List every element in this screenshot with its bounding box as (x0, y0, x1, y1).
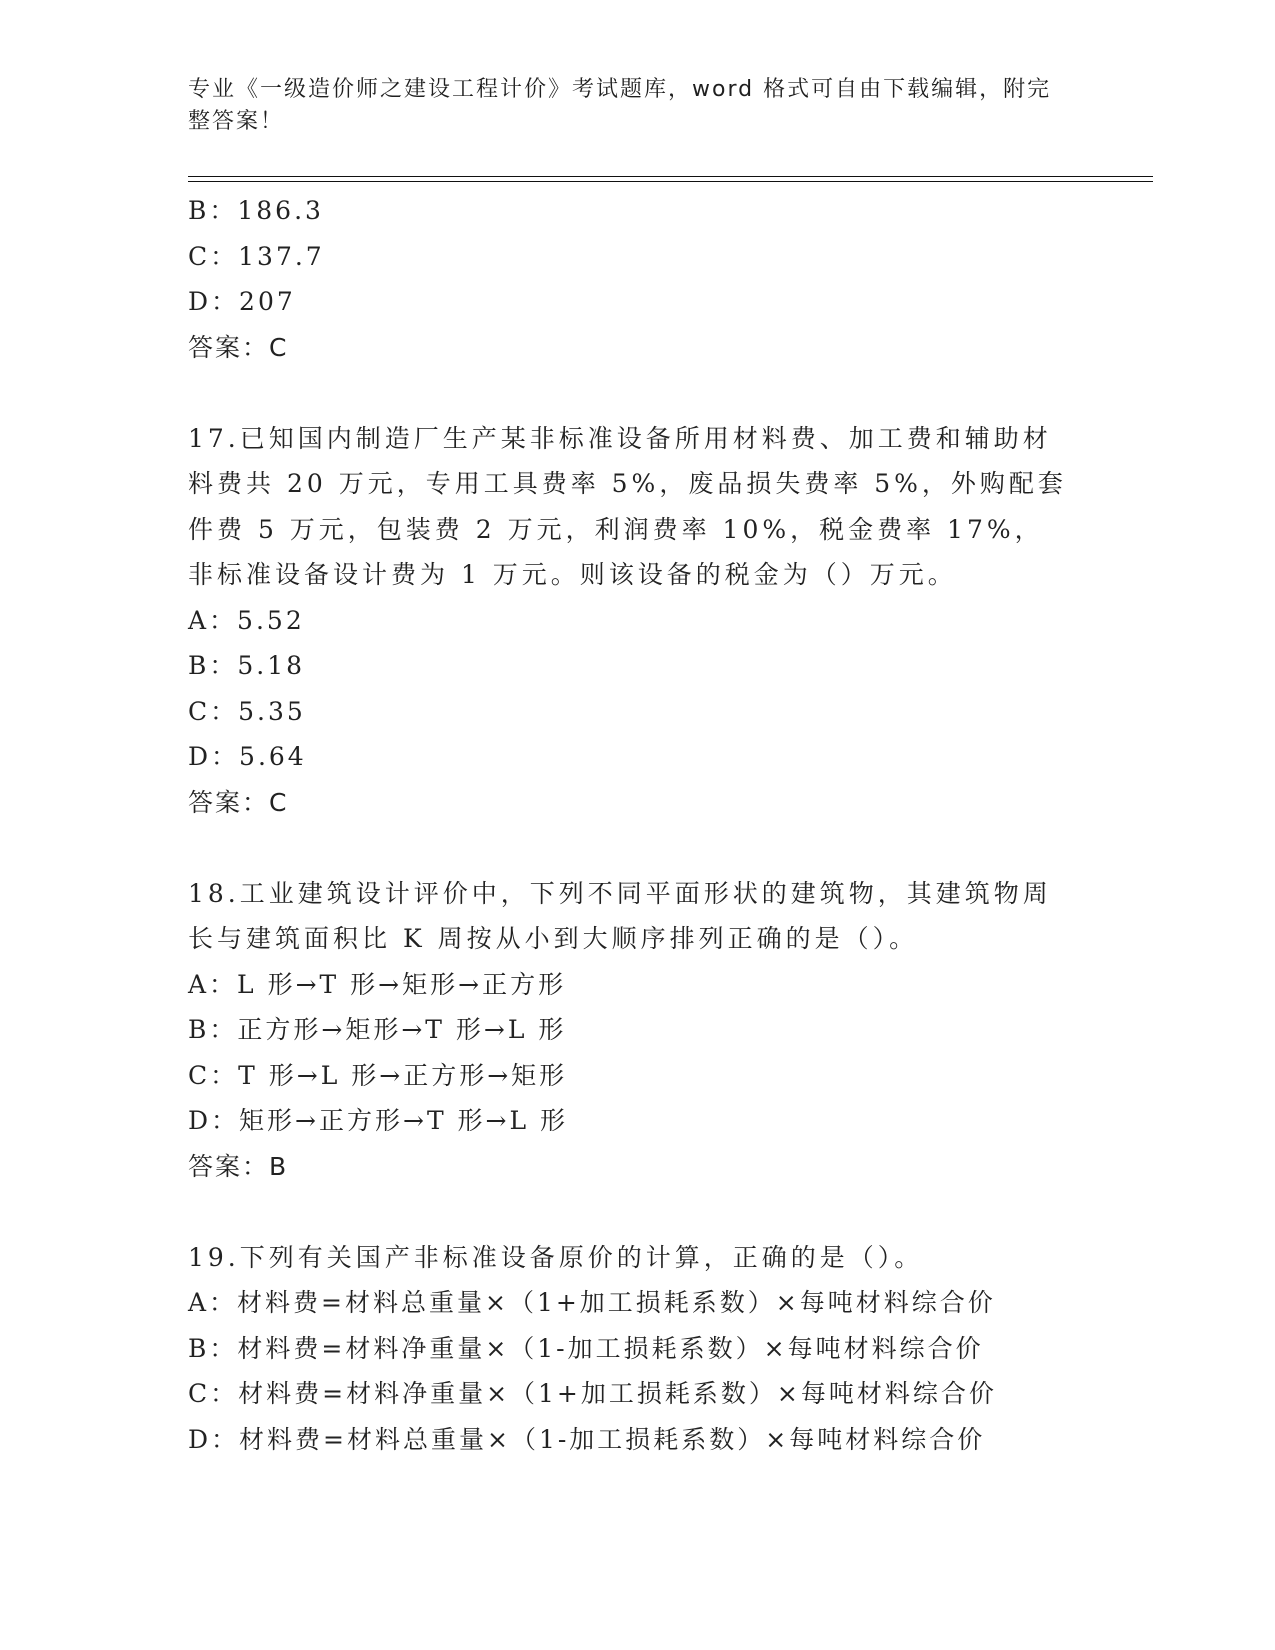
question-text: 19.下列有关国产非标准设备原价的计算，正确的是（）。 (188, 1242, 924, 1272)
question-17-block (188, 416, 1088, 826)
option-a: A：L 形→T 形→矩形→正方形 (188, 969, 567, 999)
option-b: B：正方形→矩形→T 形→L 形 (188, 1015, 567, 1044)
answer-line: 答案：C (188, 787, 289, 817)
option-b: B：186.3 (188, 196, 324, 225)
document-body (188, 188, 1088, 1462)
option-a: A：5.52 (188, 605, 305, 635)
header-divider-bottom (188, 181, 1153, 182)
question-19-block (188, 1235, 1088, 1463)
document-header: 专业《一级造价师之建设工程计价》考试题库，word 格式可自由下载编辑，附完整答案！ (188, 77, 1052, 134)
header-divider-top (188, 176, 1153, 177)
spacer (188, 1189, 1088, 1235)
spacer (188, 825, 1088, 871)
option-d: D：5.64 (188, 742, 307, 771)
question-text: 17.已知国内制造厂生产某非标准设备所用材料费、加工费和辅助材料费共 20 万元，专用工具费率 5%，废品损失费率 5%，外购配套件费 5 万元，包装费 2 万元，利润费率 10%，税金费率 17%，非标准设备设计费为 1 万元。则该设备的税金为（）万元。 (188, 423, 1067, 589)
question-18-block (188, 871, 1088, 1190)
answer-line: 答案：C (188, 332, 289, 362)
option-c: C：材料费=材料净重量×（1+加工损耗系数）×每吨材料综合价 (188, 1379, 997, 1408)
question-text: 18.工业建筑设计评价中，下列不同平面形状的建筑物，其建筑物周长与建筑面积比 K 周按从小到大顺序排列正确的是（）。 (188, 878, 1052, 953)
prev-question-block (188, 188, 1088, 370)
option-d: D：207 (188, 287, 296, 316)
spacer (188, 370, 1088, 416)
option-d: D：矩形→正方形→T 形→L 形 (188, 1106, 569, 1135)
answer-line: 答案：B (188, 1151, 289, 1181)
option-a: A：材料费=材料总重量×（1+加工损耗系数）×每吨材料综合价 (188, 1288, 996, 1317)
option-b: B：材料费=材料净重量×（1-加工损耗系数）×每吨材料综合价 (188, 1333, 984, 1363)
option-c: C：5.35 (188, 696, 306, 726)
option-c: C：T 形→L 形→正方形→矩形 (188, 1060, 568, 1090)
option-d: D：材料费=材料总重量×（1-加工损耗系数）×每吨材料综合价 (188, 1424, 986, 1454)
option-b: B：5.18 (188, 651, 306, 680)
option-c: C：137.7 (188, 241, 325, 271)
